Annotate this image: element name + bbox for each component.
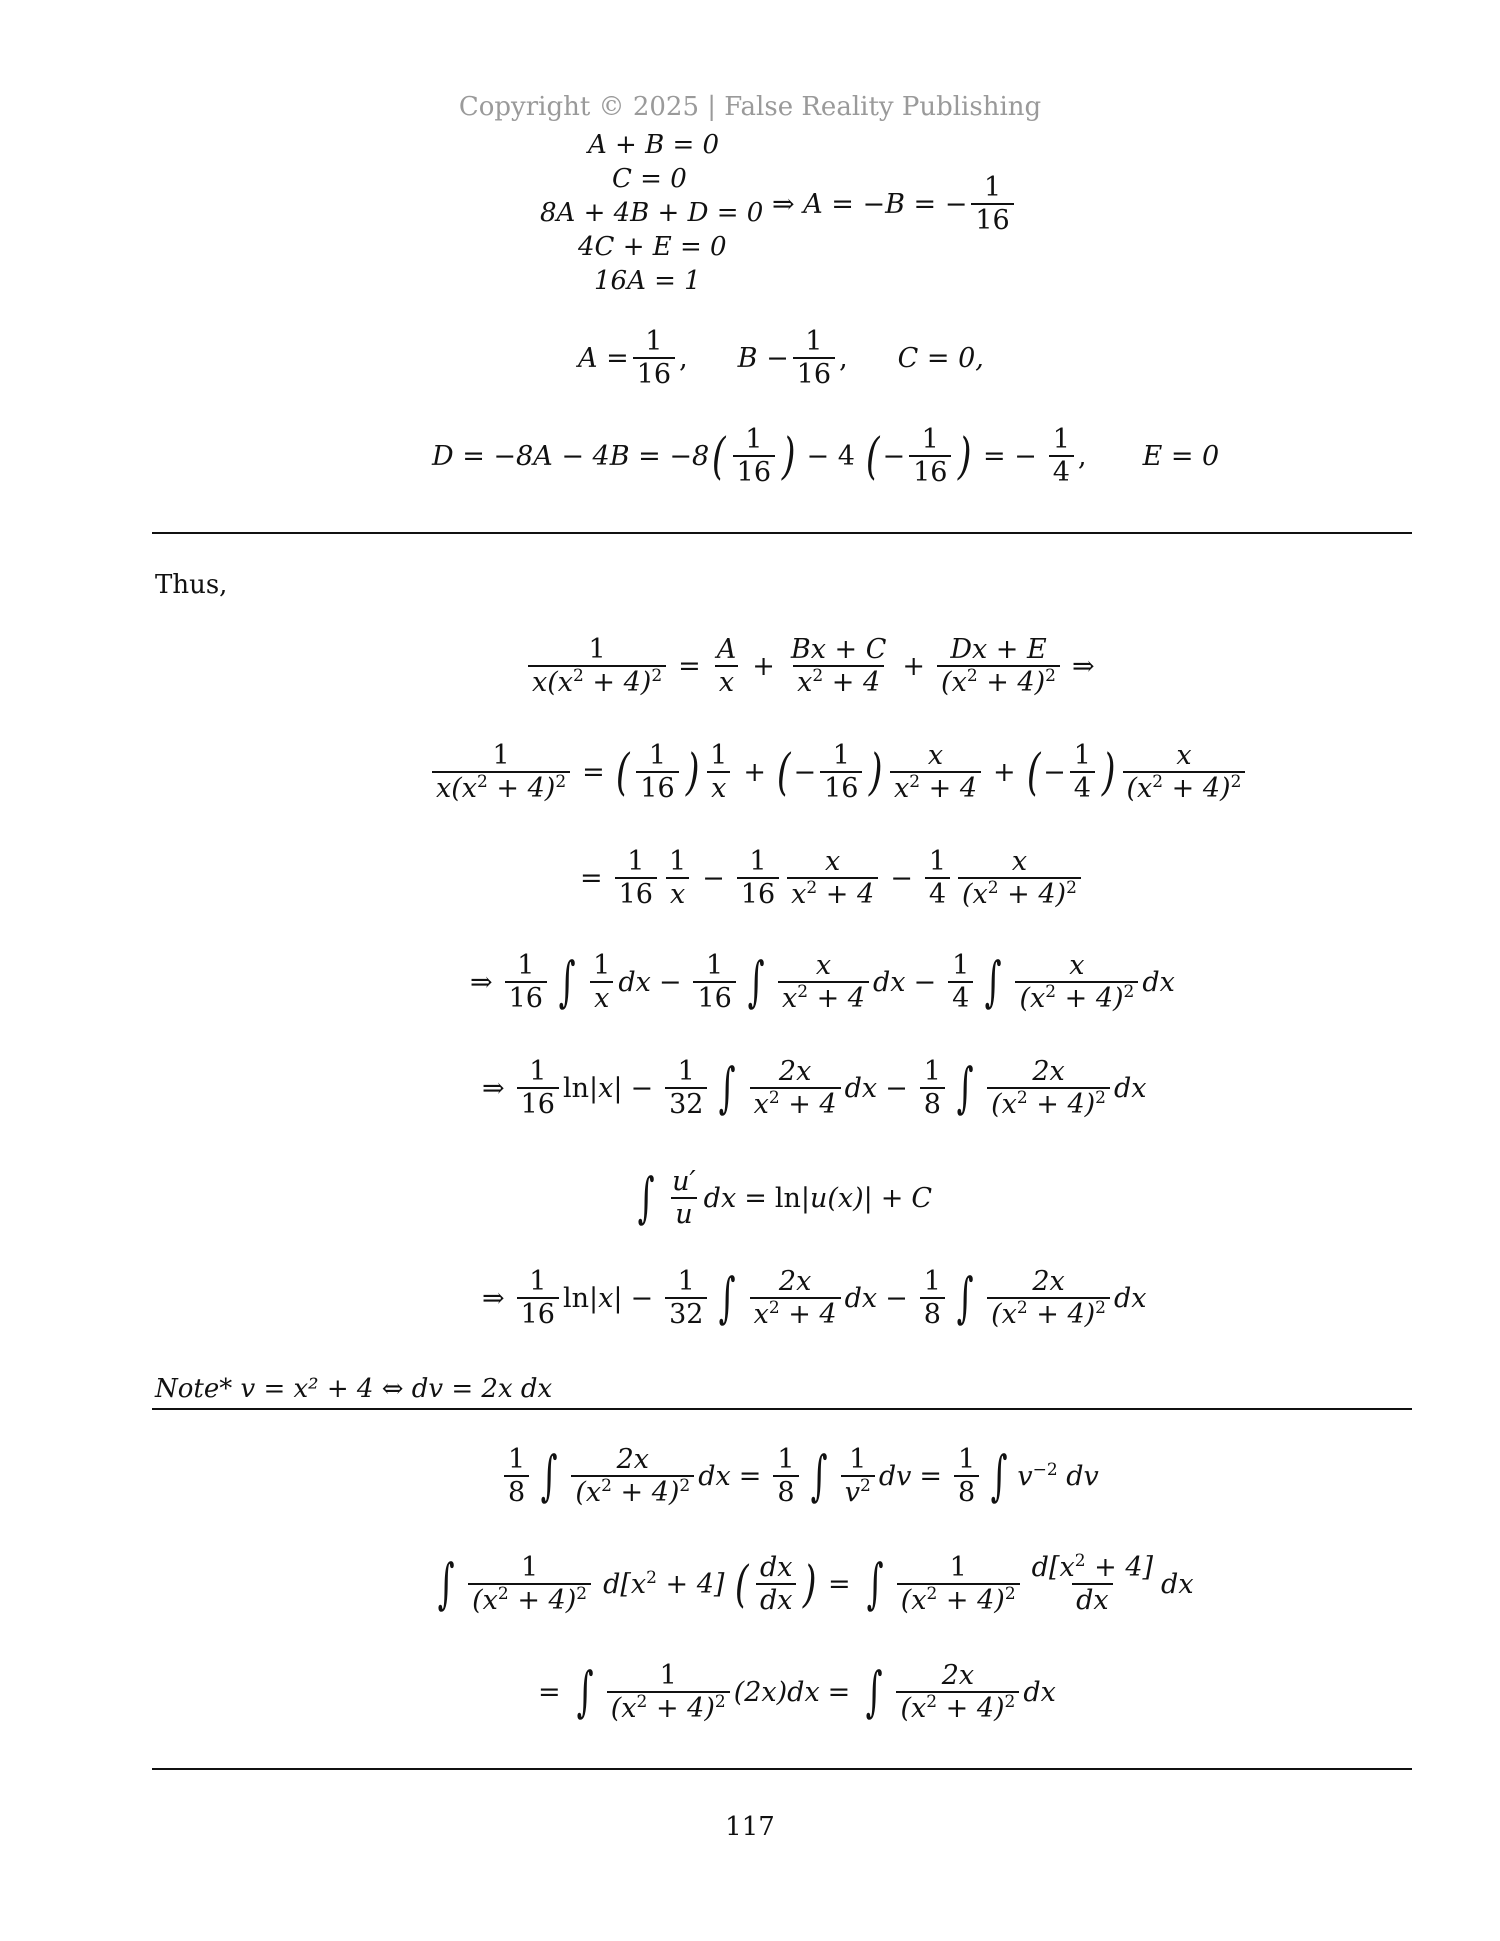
integral-setup: ⇒ $\frac{1}{16}$ ∫ $\frac{1}{x}$ dx − $\frac{1}{16}$ ∫ $\frac{x}{x^2 + 4}$ dx − $\frac{1}{4}$ ∫ $\frac{x}{(x^2 + 4)^2}$ dx — [470, 950, 1175, 1015]
substitution-note: Note* v = x² + 4 ⇔ dv = 2x dx — [155, 1374, 553, 1404]
note-divider — [152, 1408, 1412, 1410]
substitution-integral: $\frac{1}{8}$ ∫ $\frac{2x}{(x^2 + 4)^2}$ dx = $\frac{1}{8}$ ∫ $\frac{1}{v^2}$ dv = $\frac{1}{8}$ ∫ $v^{-2}$ dv — [500, 1444, 1099, 1508]
coefficient-values: A = $\frac{1}{16}$ , B − $\frac{1}{16}$ , C = 0, — [578, 326, 984, 391]
log-derivative-rule: ∫ $\frac{u'}{u}$ dx = ln| u(x) | + C — [637, 1166, 933, 1231]
substituted-fractions: $\frac{1}{x(x^2 + 4)^2}$ = ( $\frac{1}{16}$ ) $\frac{1}{x}$ + ( − $\frac{1}{16}$ ) $\frac{x}{x^2 + 4}$ + ( − $\frac{1}{4}$ ) $\frac{x}{(x^2 + 4)^2}$ — [428, 740, 1249, 804]
system-solution: ⇒ A = −B = − $\frac{1}{16}$ — [772, 172, 1018, 236]
copyright-header: Copyright © 2025 | False Reality Publishing — [458, 92, 1042, 122]
chain-rule-integral: ∫ $\frac{1}{(x^2 + 4)^2}$ $d[x^2 + 4]$ ( $\frac{dx}{dx}$ ) = ∫ $\frac{1}{(x^2 + 4)^2}$ $\frac{d[x^2 + 4]}{dx}$ dx — [437, 1551, 1194, 1617]
equation-system — [530, 128, 763, 298]
equation-4: 4C + E = 0 — [578, 232, 727, 262]
equation-2: C = 0 — [612, 164, 687, 194]
equation-3: 8A + 4B + D = 0 — [540, 198, 764, 228]
bottom-divider — [152, 1768, 1412, 1770]
section-divider — [152, 532, 1412, 534]
integral-step-1: ⇒ $\frac{1}{16}$ ln| x | − $\frac{1}{32}$ ∫ $\frac{2x}{x^2 + 4}$ dx − $\frac{1}{8}$ ∫ $\frac{2x}{(x^2 + 4)^2}$ dx — [482, 1056, 1147, 1121]
integral-step-2: ⇒ $\frac{1}{16}$ ln| x | − $\frac{1}{32}$ ∫ $\frac{2x}{x^2 + 4}$ dx − $\frac{1}{8}$ ∫ $\frac{2x}{(x^2 + 4)^2}$ dx — [482, 1266, 1147, 1331]
equation-1: A + B = 0 — [588, 130, 720, 160]
page-number: 117 — [725, 1812, 775, 1842]
thus-text: Thus, — [155, 570, 228, 600]
simplified-fractions: = $\frac{1}{16}$ $\frac{1}{x}$ − $\frac{1}{16}$ $\frac{x}{x^2 + 4}$ − $\frac{1}{4}$ $\frac{x}{(x^2 + 4)^2}$ — [572, 846, 1085, 910]
final-integral: = ∫ $\frac{1}{(x^2 + 4)^2}$ (2x)dx = ∫ $\frac{2x}{(x^2 + 4)^2}$ dx — [538, 1660, 1056, 1725]
equation-5: 16A = 1 — [594, 266, 701, 296]
d-coefficient: D = −8A − 4B = −8 ( $\frac{1}{16}$ ) − 4 ( − $\frac{1}{16}$ ) = − $\frac{1}{4}$ , E = 0 — [432, 424, 1220, 489]
partial-fraction-form: $\frac{1}{x(x^2 + 4)^2}$ = $\frac{A}{x}$ + $\frac{Bx + C}{x^2 + 4}$ + $\frac{Dx + E}{(x^2 + 4)^2}$ ⇒ — [524, 634, 1103, 698]
